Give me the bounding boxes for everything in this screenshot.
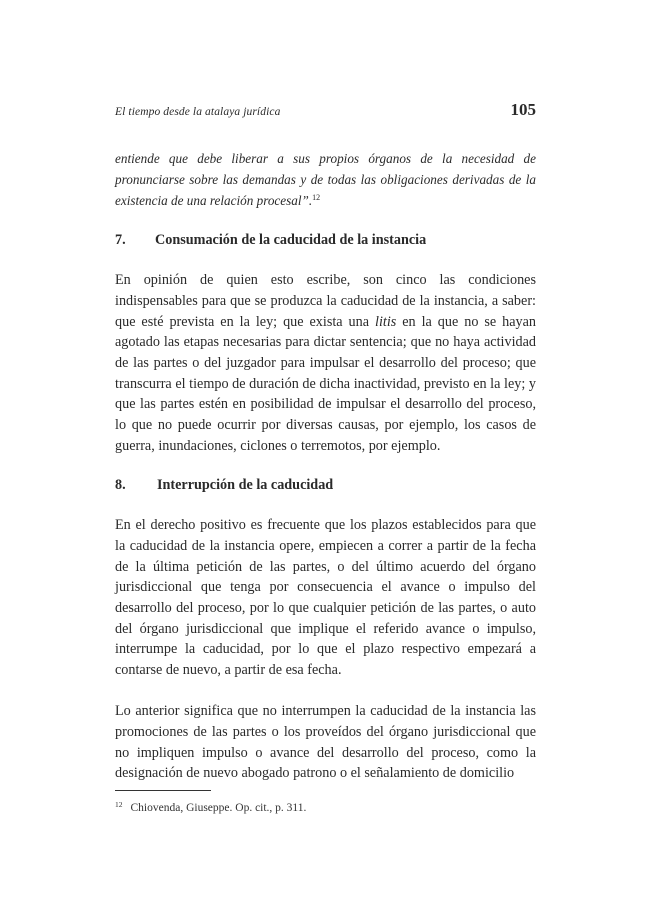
paragraph-gap bbox=[115, 681, 536, 702]
section-7-number: 7. bbox=[115, 232, 126, 249]
page-number: 105 bbox=[510, 100, 536, 119]
section-7-title: Consumación de la caducidad de la instancia bbox=[155, 232, 427, 249]
footnote-separator bbox=[115, 790, 211, 791]
page-header bbox=[115, 100, 536, 120]
footnote-mark: 12 bbox=[115, 800, 123, 809]
quote-text: entiende que debe liberar a sus propios órganos de la necesidad de pronunciarse sobre las demandas y de todas las obligaciones derivadas de la existencia de una relación procesal”. bbox=[115, 151, 536, 208]
footnote bbox=[115, 800, 306, 814]
section-7-text-a: En opinión de quien esto escribe, son cinco las condiciones indispensables para que se produzca la caducidad de la instancia, a saber: que esté prevista en la ley; que exista una bbox=[115, 272, 536, 330]
section-7-text-b: en la que no se hayan agotado las etapas necesarias para dictar sentencia; que no haya actividad de las partes o del juzgador para impulsar el desarrollo del proceso; que transcurra el tiempo de duración de dicha inactividad, previsto en la ley; y que las partes estén en posibilidad de impulsar el desarrollo del proceso, lo que no puede ocurrir por diversas causas, por ejemplo, los casos de guerra, inundaciones, ciclones o terremotos, por ejemplo. bbox=[115, 313, 537, 454]
section-8-paragraph-1: En el derecho positivo es frecuente que los plazos establecidos para que la caducidad de la instancia opere, empiecen a correr a partir de la fecha de la última petición de las partes, o del último acuerdo del órgano jurisdiccional que tenga por consecuencia el avance o impulso del desarrollo del proceso, por lo que cualquier petición de las partes, o auto del órgano jurisdiccional que implique el referido avance o impulso, interrumpe la caducidad, por lo que el plazo respectivo empezará a contarse de nuevo, a partir de esa fecha. bbox=[115, 517, 536, 679]
footnote-reference: 12 bbox=[312, 192, 321, 202]
section-8-heading bbox=[115, 475, 536, 496]
page-body bbox=[115, 149, 536, 784]
footnote-text: Chiovenda, Giuseppe. Op. cit., p. 311. bbox=[130, 802, 307, 814]
section-8-title: Interrupción de la caducidad bbox=[157, 477, 334, 494]
section-7-heading bbox=[115, 230, 536, 251]
running-title: El tiempo desde la atalaya jurídica bbox=[115, 106, 281, 118]
section-8-paragraph-2: Lo anterior significa que no interrumpen la caducidad de la instancia las promociones de las partes o los proveídos del órgano jurisdiccional que no impliquen impulso o avance del desarrollo del proceso, como la designación de nuevo abogado patrono o el señalamiento de domicilio bbox=[115, 703, 536, 782]
section-7-paragraph bbox=[115, 270, 536, 456]
section-8-number: 8. bbox=[115, 477, 126, 494]
latin-term: litis bbox=[375, 313, 397, 330]
quote-paragraph bbox=[115, 149, 536, 211]
